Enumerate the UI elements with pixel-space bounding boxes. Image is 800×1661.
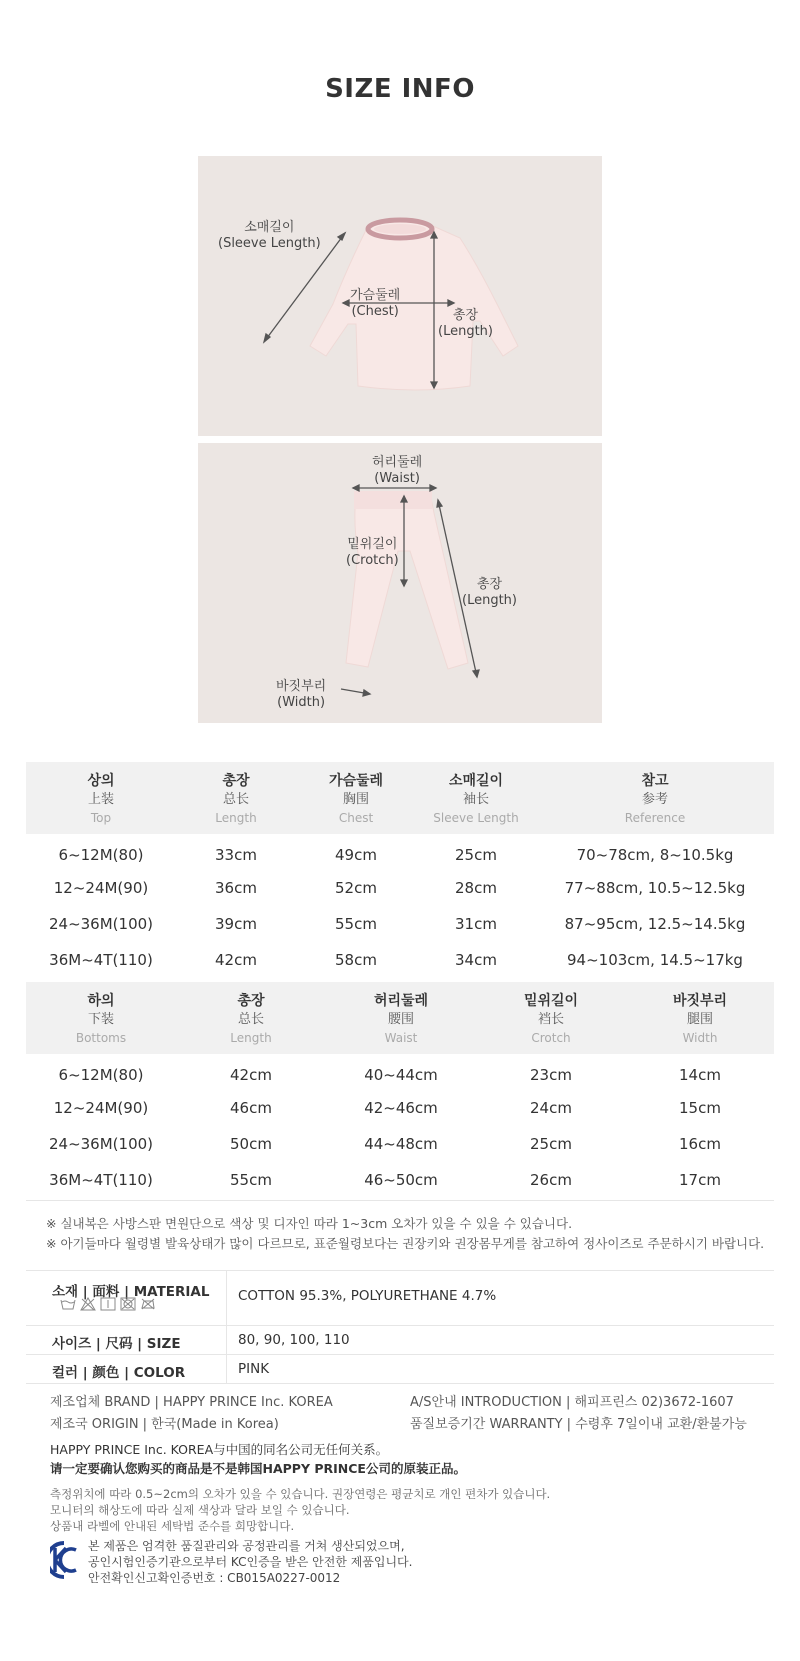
width-label-ko: 바짓부리 xyxy=(276,679,327,694)
top-table-cell: 87~95cm, 12.5~14.5kg xyxy=(564,915,746,933)
bottom-table-cell: 46cm xyxy=(230,1099,272,1117)
bottom-table-header-cn: 腿围 xyxy=(686,1011,713,1027)
color-label: 컬러 | 颜色 | COLOR xyxy=(52,1365,186,1381)
table-row xyxy=(26,1090,774,1126)
top-table-header-cell xyxy=(536,762,774,834)
sleeve-length-label xyxy=(218,220,321,252)
top-table-cell: 31cm xyxy=(455,915,497,933)
bottom-table-cell: 46~50cm xyxy=(364,1171,438,1189)
info-row-color xyxy=(26,1355,774,1384)
bottom-table-cell: 40~44cm xyxy=(364,1066,438,1084)
info-row-material xyxy=(26,1270,774,1326)
bottom-length-label-ko: 총장 xyxy=(476,577,503,592)
top-table-cell: 33cm xyxy=(215,846,257,864)
bottom-table-cell: 50cm xyxy=(230,1135,272,1153)
bottom-table-header-cn: 裆长 xyxy=(537,1011,564,1027)
kc-certification-text xyxy=(88,1538,412,1586)
top-length-label-ko: 총장 xyxy=(452,308,479,323)
top-table-cell: 12~24M(90) xyxy=(53,879,149,897)
bottom-table-header-cell xyxy=(476,982,626,1054)
color-value: PINK xyxy=(238,1361,270,1377)
size-label: 사이즈 | 尺码 | SIZE xyxy=(52,1336,181,1352)
bottom-table-cell: 12~24M(90) xyxy=(53,1099,149,1117)
bottom-table-cell: 16cm xyxy=(679,1135,721,1153)
bottom-garment-photo xyxy=(198,443,602,723)
bottom-table-cell: 42~46cm xyxy=(364,1099,438,1117)
top-table-header-cell xyxy=(296,762,416,834)
care-icons xyxy=(60,1296,156,1310)
tumble-dry-icon xyxy=(100,1296,116,1310)
top-table-header-cell xyxy=(416,762,536,834)
top-table-header-en: Chest xyxy=(338,810,374,825)
width-label xyxy=(276,679,326,711)
bottom-table-cell: 23cm xyxy=(530,1066,572,1084)
bottom-table-cell: 55cm xyxy=(230,1171,272,1189)
size-notes xyxy=(46,1214,764,1254)
crotch-label-ko: 밑위길이 xyxy=(347,537,398,552)
page-title: SIZE INFO xyxy=(325,74,475,104)
waist-label-en: (Waist) xyxy=(374,471,420,486)
top-table-header-ko: 참고 xyxy=(641,772,669,789)
bottom-table-header-ko: 바짓부리 xyxy=(672,992,728,1009)
top-table-header-cn: 胸围 xyxy=(342,791,369,807)
bottom-table-cell: 15cm xyxy=(679,1099,721,1117)
top-table-header-cn: 袖长 xyxy=(462,791,489,807)
top-table-cell: 52cm xyxy=(335,879,377,897)
bottom-table-cell: 24cm xyxy=(530,1099,572,1117)
table-row xyxy=(26,942,774,978)
origin-info: 제조국 ORIGIN | 한국(Made in Korea) xyxy=(50,1417,279,1432)
bottom-table-header-cell xyxy=(626,982,774,1054)
bottom-table-header-row xyxy=(26,982,774,1054)
bottom-table-header-cell xyxy=(26,982,176,1054)
bottom-table-header-en: Waist xyxy=(384,1030,418,1045)
brand-info: 제조업체 BRAND | HAPPY PRINCE Inc. KOREA xyxy=(50,1395,333,1410)
bottom-table-header-cell xyxy=(176,982,326,1054)
bottom-table-cell: 26cm xyxy=(530,1171,572,1189)
crotch-label xyxy=(346,537,399,569)
top-table-header-cell xyxy=(26,762,176,834)
bottom-table-cell: 44~48cm xyxy=(364,1135,438,1153)
kc-line: 본 제품은 엄격한 품질관리와 공정관리를 거쳐 생산되었으며, xyxy=(88,1539,405,1553)
no-iron-icon xyxy=(140,1296,156,1310)
waist-label xyxy=(372,455,422,487)
table-row xyxy=(26,870,774,906)
top-table-cell: 39cm xyxy=(215,915,257,933)
top-table-header-ko: 총장 xyxy=(222,772,250,789)
bottom-length-label-en: (Length) xyxy=(462,593,517,608)
kc-mark-icon xyxy=(50,1540,78,1580)
top-garment-photo xyxy=(198,156,602,436)
top-table-cell: 24~36M(100) xyxy=(48,915,154,933)
top-table-cell: 6~12M(80) xyxy=(58,846,144,864)
sleeve-label-ko: 소매길이 xyxy=(244,220,295,235)
table-divider xyxy=(26,1200,774,1201)
warranty-info: 품질보증기간 WARRANTY | 수령후 7일이내 교환/환불가능 xyxy=(410,1417,747,1432)
chest-label-en: (Chest) xyxy=(351,304,399,319)
bottom-table-header-ko: 허리둘레 xyxy=(373,992,429,1009)
top-table-header-cn: 上装 xyxy=(87,791,114,807)
bottom-table-cell: 24~36M(100) xyxy=(48,1135,154,1153)
top-table-header-en: Top xyxy=(90,810,112,825)
no-bleach-icon xyxy=(80,1296,96,1310)
crotch-label-en: (Crotch) xyxy=(346,553,399,568)
bottom-table-header-ko: 하의 xyxy=(87,992,115,1009)
fine-print: 상품내 라벨에 안내된 세탁법 준수를 희망합니다. xyxy=(50,1519,295,1533)
top-table-cell: 58cm xyxy=(335,951,377,969)
bottom-table-cell: 17cm xyxy=(679,1171,721,1189)
material-value: COTTON 95.3%, POLYURETHANE 4.7% xyxy=(238,1288,497,1304)
top-size-table xyxy=(26,762,774,978)
top-table-header-ko: 소매길이 xyxy=(448,772,504,789)
table-row xyxy=(26,1054,774,1090)
top-table-header-en: Reference xyxy=(624,810,686,825)
fine-print: 측정위치에 따라 0.5~2cm의 오차가 있을 수 있습니다. 권장연령은 평균치로 개인 편차가 있습니다. xyxy=(50,1487,551,1501)
size-value: 80, 90, 100, 110 xyxy=(238,1332,350,1348)
top-table-header-cn: 参考 xyxy=(641,791,668,807)
table-row xyxy=(26,1162,774,1198)
bottom-table-header-en: Length xyxy=(230,1030,272,1045)
top-table-header-ko: 가슴둘레 xyxy=(328,772,384,789)
wash-icon xyxy=(60,1296,76,1310)
bottom-table-cell: 36M~4T(110) xyxy=(49,1171,153,1189)
bottom-table-header-cn: 总长 xyxy=(237,1011,264,1027)
top-table-cell: 36cm xyxy=(215,879,257,897)
top-table-header-cell xyxy=(176,762,296,834)
bottom-table-header-ko: 밑위길이 xyxy=(523,992,579,1009)
top-table-cell: 36M~4T(110) xyxy=(49,951,153,969)
bottom-length-label xyxy=(462,577,517,609)
no-dry-clean-icon xyxy=(120,1296,136,1310)
bottom-table-header-en: Crotch xyxy=(531,1030,571,1045)
top-table-cell: 77~88cm, 10.5~12.5kg xyxy=(564,879,746,897)
top-table-cell: 49cm xyxy=(335,846,377,864)
sleeve-label-en: (Sleeve Length) xyxy=(218,236,321,251)
bottom-table-header-cn: 腰围 xyxy=(387,1011,414,1027)
chest-label-ko: 가슴둘레 xyxy=(350,288,401,303)
top-table-cell: 94~103cm, 14.5~17kg xyxy=(567,951,743,969)
product-info-table xyxy=(26,1270,774,1384)
top-table-cell: 34cm xyxy=(455,951,497,969)
bottom-table-cell: 42cm xyxy=(230,1066,272,1084)
bottom-table-cell: 25cm xyxy=(530,1135,572,1153)
fine-print: 모니터의 해상도에 따라 실제 색상과 달라 보일 수 있습니다. xyxy=(50,1503,350,1517)
top-length-label-en: (Length) xyxy=(438,324,493,339)
top-table-header-en: Sleeve Length xyxy=(433,810,519,825)
as-info: A/S안내 INTRODUCTION | 해피프린스 02)3672-1607 xyxy=(410,1395,734,1410)
bottom-table-header-cell xyxy=(326,982,476,1054)
bottom-size-table xyxy=(26,982,774,1198)
bottom-table-header-en: Bottoms xyxy=(75,1030,127,1045)
top-table-cell: 28cm xyxy=(455,879,497,897)
table-row xyxy=(26,906,774,942)
chest-label xyxy=(350,288,400,320)
cn-note: 请一定要确认您购买的商品是不是韩国HAPPY PRINCE公司的原装正品。 xyxy=(50,1461,466,1476)
size-note: ※ 실내복은 사방스판 면원단으로 색상 및 디자인 따라 1~3cm 오차가 있을 수 있을 수 있습니다. xyxy=(46,1216,573,1231)
top-table-header-ko: 상의 xyxy=(87,772,115,789)
top-length-label xyxy=(438,308,493,340)
top-table-cell: 55cm xyxy=(335,915,377,933)
waist-label-ko: 허리둘레 xyxy=(372,455,423,470)
top-table-header-cn: 总长 xyxy=(222,791,249,807)
top-table-header-en: Length xyxy=(215,810,257,825)
size-note: ※ 아기들마다 월령별 발육상태가 많이 다르므로, 표준월령보다는 권장키와 권장몸무게를 참고하여 정사이즈로 주문하시기 바랍니다. xyxy=(46,1236,765,1251)
top-table-header-row xyxy=(26,762,774,834)
bottom-table-header-ko: 총장 xyxy=(237,992,265,1009)
top-table-cell: 42cm xyxy=(215,951,257,969)
bottom-table-cell: 14cm xyxy=(679,1066,721,1084)
table-row xyxy=(26,834,774,870)
material-label: 소재 | 面料 | MATERIAL xyxy=(52,1284,210,1300)
top-table-cell: 25cm xyxy=(455,846,497,864)
width-label-en: (Width) xyxy=(277,695,326,710)
info-row-size xyxy=(26,1326,774,1355)
top-table-cell: 70~78cm, 8~10.5kg xyxy=(576,846,734,864)
table-row xyxy=(26,1126,774,1162)
cn-note: HAPPY PRINCE Inc. KOREA与中国的同名公司无任何关系。 xyxy=(50,1442,389,1457)
bottom-table-cell: 6~12M(80) xyxy=(58,1066,144,1084)
kc-line: 공인시험인증기관으로부터 KC인증을 받은 안전한 제품입니다. xyxy=(88,1555,413,1569)
bottom-table-header-cn: 下装 xyxy=(87,1011,114,1027)
kc-line: 안전확인신고확인증번호 : CB015A0227-0012 xyxy=(88,1571,341,1585)
bottom-table-header-en: Width xyxy=(682,1030,718,1045)
